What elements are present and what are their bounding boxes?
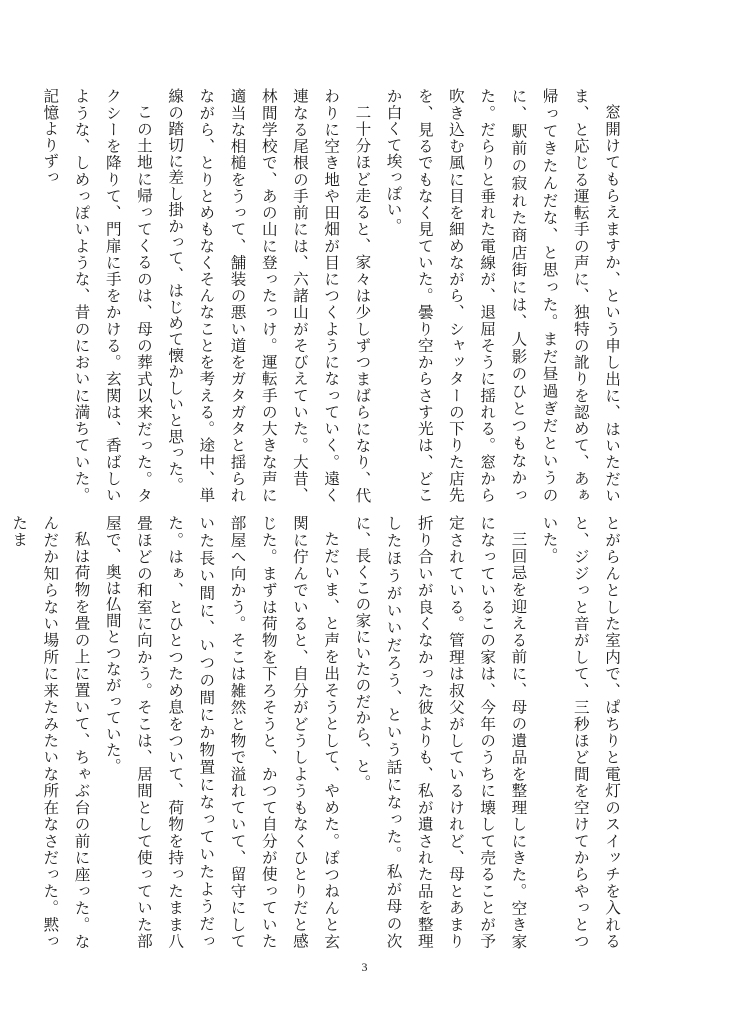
paragraph: ただいま、と声を出そうとして、やめた。ぽつねんと玄関に佇んでいると、自分がどうしようもなくひとりだと感じた。まずは荷物を下ろそうと、かつて自分が使っていた部屋へ向かう。そこは雑然と物で溢れていて、留守にしていた長い間に、いつの間にか物置になっていたようだった。はぁ、とひとつため息をついて、荷物を持ったまま八畳ほどの和室に向かう。そこは、居間として使っていた部屋で、奥は仏間とつながっていた。 <box>103 515 341 949</box>
paragraph: 窓開けてもらえますか、という申し出に、はいただいま、と応じる運転手の声に、独特の訛りを認めて、あぁ帰ってきたんだな、と思った。まだ昼過ぎだというのに、駅前の寂れた商店街には、人影のひとつもなかった。だらりと垂れた電線が、退屈そうに揺れる。窓から吹き込む風に目を細めながら、シャッターの下りた店先を、見るでもなく見ていた。曇り空からさす光は、どこか白くて埃っぽい。 <box>384 88 621 503</box>
paragraph: 私は荷物を畳の上に置いて、ちゃぶ台の前に座った。なんだか知らない場所に来たみたいな所在なさだった。黙ったま <box>10 515 91 949</box>
text-block-upper <box>41 88 627 503</box>
page-number: 3 <box>361 960 368 974</box>
paragraph: この土地に帰ってくるのは、母の葬式以来だった。タクシーを降りて、門扉に手をかける。玄関は、香ばしいような、しめっぽいような、昔のにおいに満ちていた。記憶よりずっ <box>41 88 153 503</box>
paragraph-continued: とがらんとした室内で、ぱちりと電灯のスイッチを入れると、ジジっと音がして、三秒ほど間を空けてからやっとついた。 <box>540 515 621 949</box>
text-block-lower <box>10 515 627 949</box>
paragraph: 二十分ほど走ると、家々は少しずつまばらになり、代わりに空き地や田畑が目につくようになっていく。遠く連なる尾根の手前には、六諸山がそびえていた。大昔、林間学校で、あの山に登ったっけ。運転手の大きな声に適当な相槌をうって、舗装の悪い道をガタガタと揺られながら、とりとめもなくそんなことを考える。途中、単線の踏切に差し掛かって、はじめて懐かしいと思った。 <box>166 88 372 503</box>
paragraph: 三回忌を迎える前に、母の遺品を整理しにきた。空き家になっているこの家は、今年のうちに壊して売ることが予定されている。管理は叔父がしているけれど、母とあまり折り合いが良くなかった彼よりも、私が遺された品を整理したほうがいいだろう、という話になった。私が母の次に、長くこの家にいたのだから、と。 <box>353 515 528 949</box>
